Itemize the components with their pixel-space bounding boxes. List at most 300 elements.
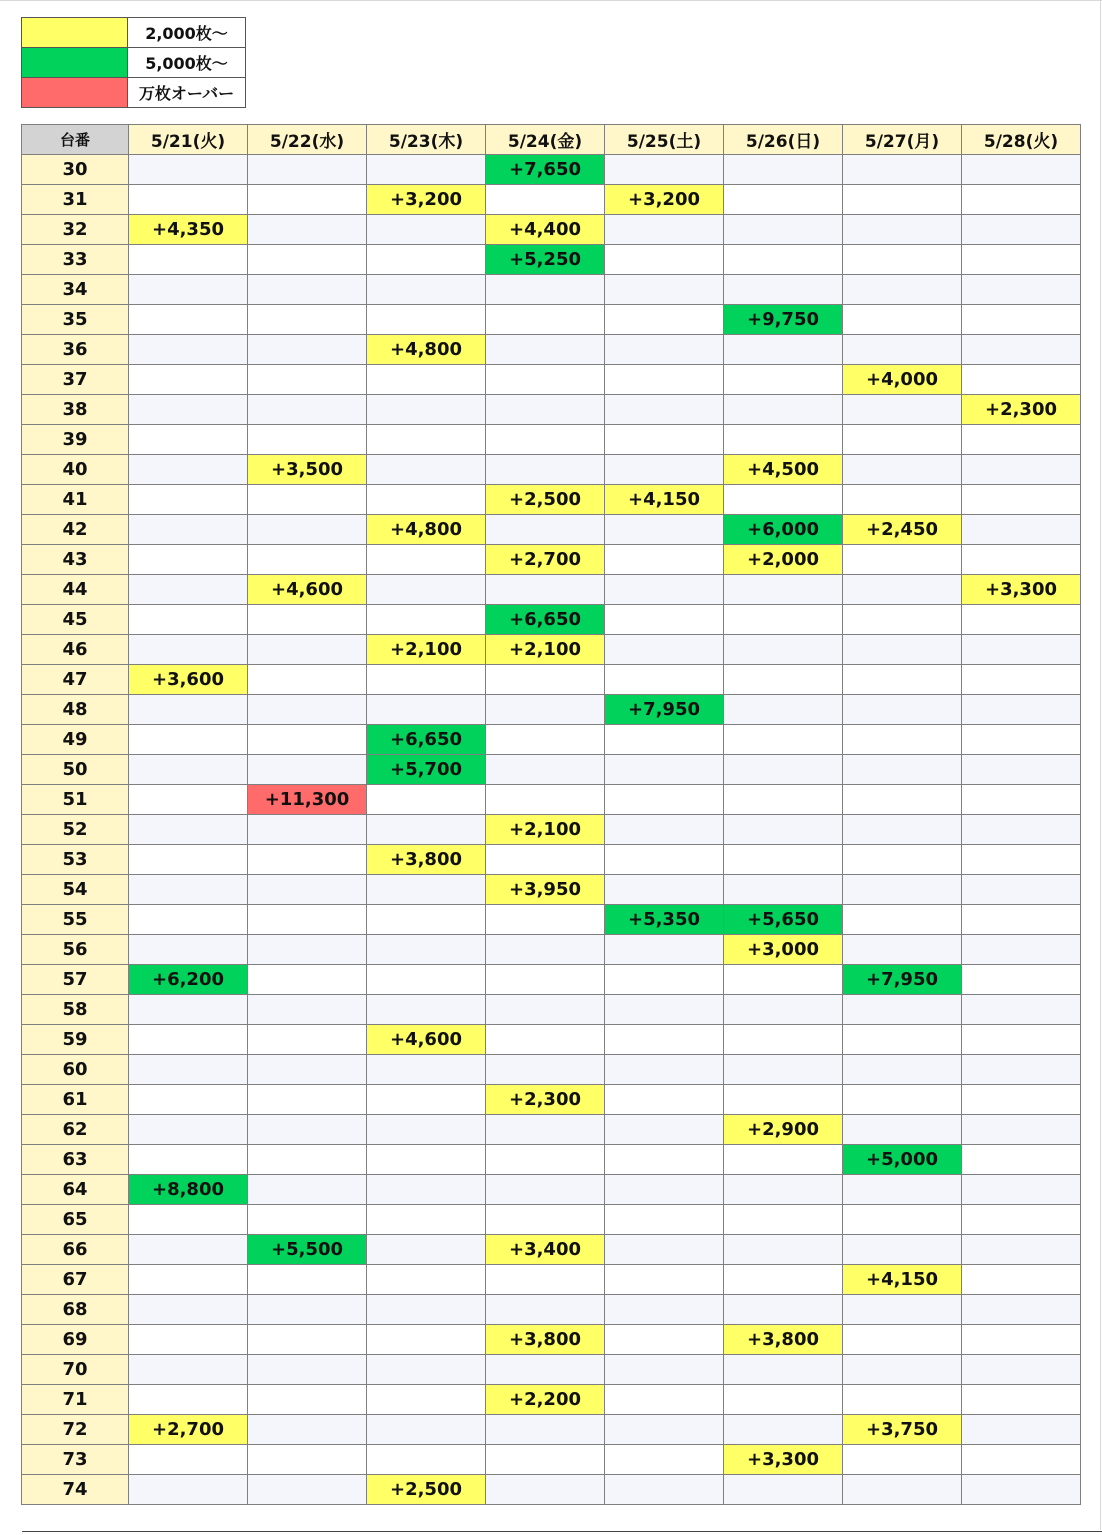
- empty-cell: [248, 1025, 367, 1055]
- machine-number: 62: [22, 1115, 129, 1145]
- empty-cell: [962, 545, 1081, 575]
- empty-cell: [129, 1475, 248, 1505]
- empty-cell: [248, 515, 367, 545]
- empty-cell: [129, 575, 248, 605]
- empty-cell: [843, 1055, 962, 1085]
- empty-cell: [248, 1325, 367, 1355]
- empty-cell: [486, 965, 605, 995]
- table-row: [22, 1145, 1081, 1175]
- empty-cell: [367, 1175, 486, 1205]
- table-row: [22, 875, 1081, 905]
- table-row: [22, 1235, 1081, 1265]
- empty-cell: [248, 1355, 367, 1385]
- empty-cell: [724, 425, 843, 455]
- empty-cell: [486, 935, 605, 965]
- empty-cell: [605, 665, 724, 695]
- table-row: [22, 305, 1081, 335]
- table-row: [22, 995, 1081, 1025]
- empty-cell: [248, 1175, 367, 1205]
- payout-cell: +3,300: [724, 1445, 843, 1475]
- empty-cell: [486, 905, 605, 935]
- empty-cell: [367, 695, 486, 725]
- empty-cell: [724, 845, 843, 875]
- legend-label: 5,000枚～: [128, 48, 246, 78]
- empty-cell: [129, 875, 248, 905]
- empty-cell: [129, 425, 248, 455]
- empty-cell: [367, 935, 486, 965]
- legend-label: 2,000枚～: [128, 18, 246, 48]
- empty-cell: [367, 605, 486, 635]
- payout-cell: +6,650: [367, 725, 486, 755]
- machine-number: 68: [22, 1295, 129, 1325]
- empty-cell: [843, 155, 962, 185]
- empty-cell: [486, 785, 605, 815]
- empty-cell: [248, 665, 367, 695]
- empty-cell: [248, 215, 367, 245]
- date-column-header: 5/28(火): [962, 125, 1081, 155]
- empty-cell: [248, 485, 367, 515]
- empty-cell: [605, 1025, 724, 1055]
- empty-cell: [962, 485, 1081, 515]
- frame-bottom-border: [22, 1531, 1102, 1532]
- empty-cell: [843, 245, 962, 275]
- empty-cell: [367, 1415, 486, 1445]
- empty-cell: [129, 485, 248, 515]
- empty-cell: [962, 1325, 1081, 1355]
- empty-cell: [367, 485, 486, 515]
- frame-right-border: [1100, 0, 1101, 1530]
- payout-cell: +2,500: [367, 1475, 486, 1505]
- empty-cell: [129, 995, 248, 1025]
- empty-cell: [724, 815, 843, 845]
- empty-cell: [843, 605, 962, 635]
- payout-cell: +4,150: [605, 485, 724, 515]
- payout-cell: +2,450: [843, 515, 962, 545]
- empty-cell: [724, 1055, 843, 1085]
- machine-number: 31: [22, 185, 129, 215]
- table-row: [22, 1295, 1081, 1325]
- empty-cell: [843, 755, 962, 785]
- empty-cell: [248, 815, 367, 845]
- empty-cell: [605, 1325, 724, 1355]
- empty-cell: [248, 845, 367, 875]
- empty-cell: [605, 815, 724, 845]
- empty-cell: [248, 545, 367, 575]
- empty-cell: [605, 455, 724, 485]
- empty-cell: [367, 1325, 486, 1355]
- empty-cell: [843, 425, 962, 455]
- empty-cell: [367, 455, 486, 485]
- empty-cell: [248, 695, 367, 725]
- empty-cell: [962, 335, 1081, 365]
- empty-cell: [962, 1085, 1081, 1115]
- machine-number: 55: [22, 905, 129, 935]
- empty-cell: [605, 425, 724, 455]
- empty-cell: [843, 1085, 962, 1115]
- empty-cell: [486, 1475, 605, 1505]
- empty-cell: [724, 875, 843, 905]
- empty-cell: [248, 1265, 367, 1295]
- empty-cell: [724, 785, 843, 815]
- empty-cell: [367, 245, 486, 275]
- empty-cell: [248, 1475, 367, 1505]
- payout-cell: +5,500: [248, 1235, 367, 1265]
- empty-cell: [962, 305, 1081, 335]
- empty-cell: [129, 1445, 248, 1475]
- table-row: [22, 725, 1081, 755]
- legend-label: 万枚オーバー: [128, 78, 246, 108]
- empty-cell: [962, 755, 1081, 785]
- empty-cell: [962, 695, 1081, 725]
- empty-cell: [129, 1085, 248, 1115]
- empty-cell: [962, 1115, 1081, 1145]
- empty-cell: [843, 845, 962, 875]
- empty-cell: [962, 455, 1081, 485]
- empty-cell: [248, 425, 367, 455]
- empty-cell: [724, 965, 843, 995]
- empty-cell: [367, 1355, 486, 1385]
- empty-cell: [367, 665, 486, 695]
- legend-swatch: [22, 48, 128, 78]
- table-row: [22, 155, 1081, 185]
- empty-cell: [843, 485, 962, 515]
- empty-cell: [724, 185, 843, 215]
- empty-cell: [129, 815, 248, 845]
- date-column-header: 5/25(土): [605, 125, 724, 155]
- empty-cell: [962, 935, 1081, 965]
- machine-number: 49: [22, 725, 129, 755]
- empty-cell: [486, 275, 605, 305]
- machine-number: 61: [22, 1085, 129, 1115]
- empty-cell: [367, 1115, 486, 1145]
- date-column-header: 5/23(木): [367, 125, 486, 155]
- table-row: [22, 1445, 1081, 1475]
- empty-cell: [248, 755, 367, 785]
- empty-cell: [486, 755, 605, 785]
- empty-cell: [129, 605, 248, 635]
- table-row: [22, 1175, 1081, 1205]
- empty-cell: [129, 1385, 248, 1415]
- empty-cell: [129, 755, 248, 785]
- empty-cell: [486, 1145, 605, 1175]
- empty-cell: [486, 695, 605, 725]
- empty-cell: [129, 905, 248, 935]
- empty-cell: [962, 155, 1081, 185]
- empty-cell: [129, 1205, 248, 1235]
- machine-number: 41: [22, 485, 129, 515]
- empty-cell: [724, 1145, 843, 1175]
- empty-cell: [367, 1145, 486, 1175]
- payout-cell: +4,000: [843, 365, 962, 395]
- empty-cell: [605, 1415, 724, 1445]
- empty-cell: [843, 725, 962, 755]
- empty-cell: [605, 635, 724, 665]
- payout-cell: +2,300: [962, 395, 1081, 425]
- empty-cell: [129, 245, 248, 275]
- empty-cell: [367, 785, 486, 815]
- payout-cell: +2,700: [486, 545, 605, 575]
- machine-number: 42: [22, 515, 129, 545]
- payout-cell: +3,000: [724, 935, 843, 965]
- empty-cell: [962, 1025, 1081, 1055]
- table-row: [22, 185, 1081, 215]
- machine-number: 74: [22, 1475, 129, 1505]
- color-legend: [21, 17, 246, 108]
- empty-cell: [486, 185, 605, 215]
- empty-cell: [129, 395, 248, 425]
- table-row: [22, 665, 1081, 695]
- empty-cell: [129, 365, 248, 395]
- empty-cell: [605, 305, 724, 335]
- empty-cell: [605, 1115, 724, 1145]
- table-row: [22, 515, 1081, 545]
- empty-cell: [724, 575, 843, 605]
- empty-cell: [605, 1295, 724, 1325]
- empty-cell: [724, 215, 843, 245]
- table-body: [22, 155, 1081, 1505]
- empty-cell: [605, 995, 724, 1025]
- empty-cell: [843, 695, 962, 725]
- legend-body: [22, 18, 246, 108]
- table-row: [22, 425, 1081, 455]
- payout-cell: +7,950: [843, 965, 962, 995]
- empty-cell: [724, 725, 843, 755]
- empty-cell: [962, 275, 1081, 305]
- empty-cell: [605, 1055, 724, 1085]
- empty-cell: [248, 155, 367, 185]
- legend-row: [22, 18, 246, 48]
- empty-cell: [843, 1115, 962, 1145]
- table-row: [22, 395, 1081, 425]
- empty-cell: [843, 1235, 962, 1265]
- table-row: [22, 575, 1081, 605]
- empty-cell: [129, 1055, 248, 1085]
- payout-cell: +4,600: [367, 1025, 486, 1055]
- empty-cell: [605, 215, 724, 245]
- empty-cell: [843, 275, 962, 305]
- empty-cell: [962, 515, 1081, 545]
- empty-cell: [367, 1445, 486, 1475]
- payout-cell: +2,500: [486, 485, 605, 515]
- empty-cell: [605, 1085, 724, 1115]
- empty-cell: [248, 335, 367, 365]
- machine-number: 43: [22, 545, 129, 575]
- empty-cell: [129, 725, 248, 755]
- empty-cell: [724, 755, 843, 785]
- empty-cell: [486, 1265, 605, 1295]
- empty-cell: [843, 455, 962, 485]
- table-row: [22, 935, 1081, 965]
- empty-cell: [367, 1235, 486, 1265]
- empty-cell: [129, 155, 248, 185]
- machine-number: 32: [22, 215, 129, 245]
- empty-cell: [486, 845, 605, 875]
- empty-cell: [129, 845, 248, 875]
- payout-cell: +5,250: [486, 245, 605, 275]
- empty-cell: [367, 395, 486, 425]
- empty-cell: [486, 995, 605, 1025]
- empty-cell: [129, 1235, 248, 1265]
- empty-cell: [843, 215, 962, 245]
- empty-cell: [486, 1115, 605, 1145]
- machine-number: 47: [22, 665, 129, 695]
- empty-cell: [843, 1205, 962, 1235]
- empty-cell: [486, 335, 605, 365]
- payout-cell: +11,300: [248, 785, 367, 815]
- empty-cell: [962, 875, 1081, 905]
- empty-cell: [248, 395, 367, 425]
- empty-cell: [129, 1145, 248, 1175]
- payout-cell: +2,100: [486, 635, 605, 665]
- empty-cell: [367, 815, 486, 845]
- payout-cell: +3,800: [486, 1325, 605, 1355]
- empty-cell: [367, 215, 486, 245]
- payout-cell: +3,950: [486, 875, 605, 905]
- empty-cell: [367, 155, 486, 185]
- machine-number: 57: [22, 965, 129, 995]
- empty-cell: [248, 365, 367, 395]
- payout-cell: +5,000: [843, 1145, 962, 1175]
- empty-cell: [962, 1145, 1081, 1175]
- empty-cell: [962, 185, 1081, 215]
- empty-cell: [843, 815, 962, 845]
- empty-cell: [605, 845, 724, 875]
- empty-cell: [962, 1475, 1081, 1505]
- empty-cell: [367, 1295, 486, 1325]
- empty-cell: [367, 545, 486, 575]
- empty-cell: [605, 875, 724, 905]
- empty-cell: [843, 545, 962, 575]
- payout-cell: +6,650: [486, 605, 605, 635]
- table-row: [22, 1085, 1081, 1115]
- empty-cell: [843, 1475, 962, 1505]
- empty-cell: [248, 605, 367, 635]
- table-row: [22, 1385, 1081, 1415]
- empty-cell: [248, 965, 367, 995]
- machine-number: 63: [22, 1145, 129, 1175]
- table-row: [22, 275, 1081, 305]
- empty-cell: [248, 275, 367, 305]
- empty-cell: [248, 1145, 367, 1175]
- empty-cell: [248, 1205, 367, 1235]
- empty-cell: [605, 1355, 724, 1385]
- empty-cell: [843, 1325, 962, 1355]
- empty-cell: [248, 305, 367, 335]
- empty-cell: [486, 455, 605, 485]
- empty-cell: [486, 1445, 605, 1475]
- empty-cell: [843, 875, 962, 905]
- empty-cell: [843, 785, 962, 815]
- empty-cell: [129, 545, 248, 575]
- empty-cell: [486, 1415, 605, 1445]
- machine-number: 34: [22, 275, 129, 305]
- table-row: [22, 215, 1081, 245]
- empty-cell: [129, 515, 248, 545]
- empty-cell: [843, 665, 962, 695]
- empty-cell: [129, 1295, 248, 1325]
- empty-cell: [129, 275, 248, 305]
- empty-cell: [724, 1025, 843, 1055]
- empty-cell: [724, 395, 843, 425]
- empty-cell: [248, 245, 367, 275]
- empty-cell: [724, 155, 843, 185]
- empty-cell: [605, 335, 724, 365]
- empty-cell: [724, 1385, 843, 1415]
- empty-cell: [962, 425, 1081, 455]
- empty-cell: [843, 1175, 962, 1205]
- date-column-header: 5/21(火): [129, 125, 248, 155]
- payout-cell: +6,000: [724, 515, 843, 545]
- machine-number: 72: [22, 1415, 129, 1445]
- empty-cell: [605, 1145, 724, 1175]
- empty-cell: [367, 905, 486, 935]
- empty-cell: [605, 245, 724, 275]
- empty-cell: [724, 695, 843, 725]
- payout-cell: +3,600: [129, 665, 248, 695]
- machine-number: 35: [22, 305, 129, 335]
- empty-cell: [248, 1445, 367, 1475]
- table-row: [22, 755, 1081, 785]
- empty-cell: [724, 1355, 843, 1385]
- empty-cell: [843, 1025, 962, 1055]
- payout-cell: +2,200: [486, 1385, 605, 1415]
- empty-cell: [367, 1085, 486, 1115]
- empty-cell: [605, 785, 724, 815]
- payout-cell: +2,900: [724, 1115, 843, 1145]
- machine-number: 58: [22, 995, 129, 1025]
- empty-cell: [724, 1475, 843, 1505]
- empty-cell: [843, 1355, 962, 1385]
- empty-cell: [248, 725, 367, 755]
- empty-cell: [724, 605, 843, 635]
- empty-cell: [486, 1175, 605, 1205]
- legend-row: [22, 78, 246, 108]
- empty-cell: [248, 905, 367, 935]
- empty-cell: [129, 185, 248, 215]
- table-row: [22, 605, 1081, 635]
- empty-cell: [248, 1055, 367, 1085]
- machine-number: 53: [22, 845, 129, 875]
- empty-cell: [605, 1385, 724, 1415]
- empty-cell: [248, 1385, 367, 1415]
- machine-number: 73: [22, 1445, 129, 1475]
- date-column-header: 5/24(金): [486, 125, 605, 155]
- payout-cell: +2,000: [724, 545, 843, 575]
- empty-cell: [605, 1205, 724, 1235]
- frame-top-border: [0, 0, 1102, 1]
- empty-cell: [605, 395, 724, 425]
- machine-number: 48: [22, 695, 129, 725]
- empty-cell: [486, 1055, 605, 1085]
- payout-cell: +4,800: [367, 335, 486, 365]
- empty-cell: [129, 785, 248, 815]
- machine-number: 67: [22, 1265, 129, 1295]
- empty-cell: [843, 635, 962, 665]
- machine-number: 36: [22, 335, 129, 365]
- payout-cell: +5,700: [367, 755, 486, 785]
- empty-cell: [367, 1205, 486, 1235]
- empty-cell: [843, 305, 962, 335]
- empty-cell: [605, 755, 724, 785]
- empty-cell: [843, 575, 962, 605]
- empty-cell: [843, 335, 962, 365]
- table-row: [22, 335, 1081, 365]
- empty-cell: [962, 635, 1081, 665]
- table-row: [22, 695, 1081, 725]
- empty-cell: [724, 485, 843, 515]
- empty-cell: [486, 1025, 605, 1055]
- empty-cell: [129, 1265, 248, 1295]
